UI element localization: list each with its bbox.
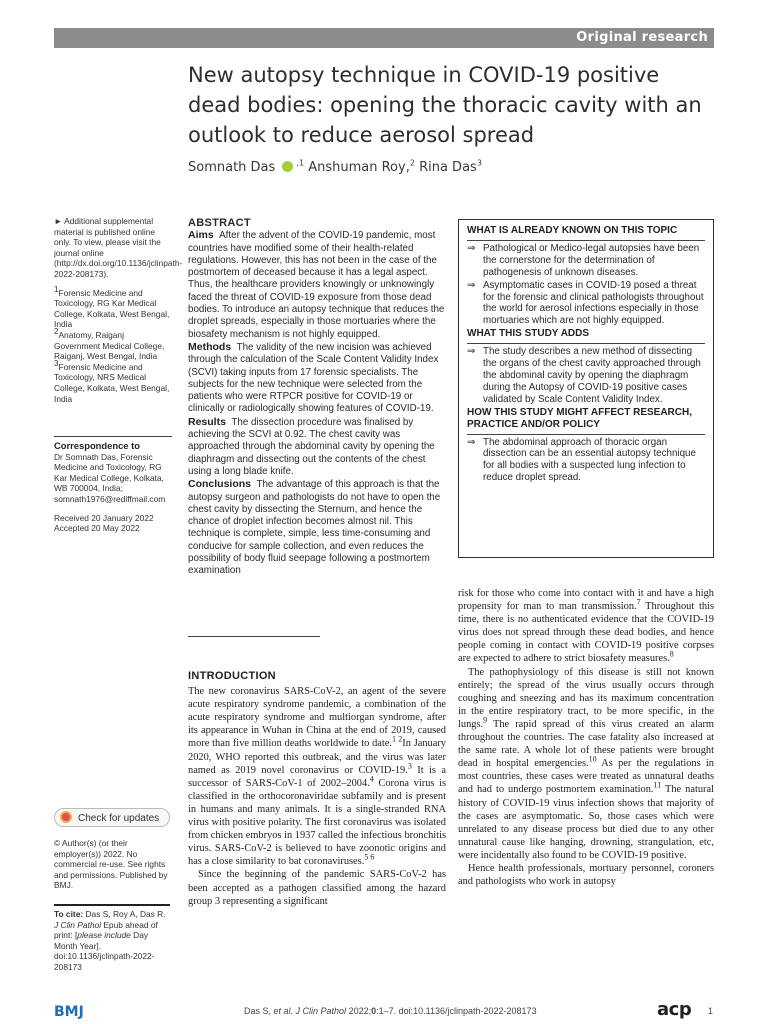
aff2-num: 2 — [54, 327, 59, 337]
received-date: Received 20 January 2022 — [54, 512, 154, 523]
dates — [54, 513, 172, 534]
arrow-icon: ⇒ — [467, 279, 476, 291]
methods-text: The validity of the new incision was achieved through the calculation of the Scale Content Validity Index (SCVI) taking inputs from 17 forensic specialists. The subjects for the new technique were selected from the patients who were RTPCR positive for COVID-19 or clinically or radiologically showing features of COVID-19. — [188, 341, 439, 415]
affiliation-2 — [54, 327, 172, 362]
check-for-updates-button[interactable] — [54, 808, 170, 827]
abstract-section — [188, 217, 446, 578]
aff3-num: 3 — [54, 358, 59, 368]
aff3-text: Forensic Medicine and Toxicology, NRS Medical College, Kolkata, West Bengal, India — [54, 361, 170, 404]
list-item — [467, 243, 705, 279]
acp-logo: acp — [657, 999, 692, 1020]
abstract-heading: ABSTRACT — [188, 217, 251, 229]
intro-paragraph-1 — [188, 685, 446, 868]
page-number: 1 — [708, 1006, 714, 1016]
to-cite-please: please include — [77, 930, 131, 941]
arrow-icon: ⇒ — [467, 436, 476, 448]
list-item — [467, 437, 705, 485]
body-paragraph-3: Hence health professionals, mortuary personnel, coroners and pathologists who work in autopsy — [458, 862, 714, 888]
check-updates-label: Check for updates — [78, 813, 160, 824]
ref-link[interactable]: 5 6 — [364, 852, 375, 862]
body-paragraph-2 — [458, 666, 714, 862]
footer-citation — [244, 1006, 537, 1016]
introduction-heading: INTRODUCTION — [188, 670, 276, 682]
ref-link[interactable]: 9 — [483, 715, 488, 725]
intro-paragraph-2: Since the beginning of the pandemic SARS-CoV-2 has been accepted as a pathogen classified among the hazard group 3 representing a significant — [188, 869, 446, 907]
aff1-text: Forensic Medicine and Toxicology, RG Kar Medical College, Kolkata, West Bengal, India — [54, 287, 170, 330]
check-updates-icon — [60, 811, 72, 823]
correspondence-heading: Correspondence to — [54, 440, 140, 451]
known-item-text: Asymptomatic cases in COVID-19 posed a threat for the forensic and clinical pathologists throughout the world for aerosol infections especially in those mortuaries which are not highly equipped. — [483, 279, 704, 327]
abstract-aims — [188, 229, 446, 341]
body-text: risk for those who come into contact with it and have a high propensity for man to man transmission. — [458, 588, 714, 613]
affect-item-text: The abdominal approach of thoracic organ dissection can be an essential autopsy technique for all bodies with a suspected lung infection to reduce droplet spread. — [483, 436, 696, 484]
results-text: The dissection procedure was finalised by achieving the SCVI at 0.92. The chest cavity was approached through the abdominal cavity by opening the diaphragm and dissecting out the contents of the chest using a long blade knife. — [188, 416, 435, 477]
aff2-text: Anatomy, Raiganj Government Medical College, Raiganj, West Bengal, India — [54, 329, 165, 362]
aff1-num: 1 — [54, 284, 59, 294]
affect-list — [467, 437, 705, 485]
abstract-conclusions — [188, 478, 446, 577]
correspondence-block — [54, 441, 172, 540]
intro-text-d: Corona virus is classified in the orthocoronaviridae subfamily and is present in humans and many animals. It is a single-stranded RNA virus with positive polarity. The first coronavirus was isolated from chicken embryos in 1937 called the infectious bronchitis virus. SARS-CoV-2 is believed to have zoonotic origins and has a close similarity to bat coronaviruses. — [188, 777, 446, 868]
body-text: Throughout this time, there is no authenticated evidence that the COVID-19 virus does not spread through these dead bodies, and hence people coming in contact with COVID-19 positive corpses are expected to adhere to strict biosafety measures. — [458, 601, 714, 665]
accepted-date: Accepted 20 May 2022 — [54, 523, 140, 534]
body-text: As per the regulations in most countries, these cases were treated as unnatural deaths and had to undergo postmortem examination. — [458, 758, 714, 796]
author-1[interactable]: Somnath Das — [188, 160, 276, 175]
footer-cite-journal: et al. J Clin Pathol — [273, 1006, 347, 1016]
sidebar-notes — [54, 216, 183, 410]
affect-heading: HOW THIS STUDY MIGHT AFFECT RESEARCH, PRACTICE AND/OR POLICY — [467, 406, 692, 430]
to-cite-label: To cite: — [54, 909, 84, 919]
ref-link[interactable]: 3 — [407, 761, 412, 771]
section-label: Original research — [576, 30, 708, 45]
body-text: The natural history of COVID-19 virus infection shows that majority of the cases are asymptomatic. So, those cases which were unrelated to any disease process but died due to any other unnatural cause like hanging, drowning, strangulation, etc, were incidentally also found to be COVID-19 positive. — [458, 784, 714, 861]
adds-item-text: The study describes a new method of dissecting the organs of the chest cavity approached through the abdominal cavity by opening the diaphragm during the Autopsy of COVID-19 positive cases validated by Scale Content Validity Index. — [483, 346, 701, 405]
box-divider — [467, 434, 705, 435]
author-2-aff: 2 — [409, 158, 415, 168]
article-title: New autopsy technique in COVID-19 positive dead bodies: opening the thoracic cavity with an outlook to reduce aerosol spread — [188, 63, 702, 147]
adds-list — [467, 346, 705, 406]
conclusions-label: Conclusions — [188, 478, 252, 491]
arrow-icon: ⇒ — [467, 346, 476, 358]
copyright-note — [54, 838, 172, 897]
known-heading: WHAT IS ALREADY KNOWN ON THIS TOPIC — [467, 225, 678, 236]
abstract-methods — [188, 341, 446, 416]
aims-label: Aims — [188, 229, 214, 242]
correspondence-text[interactable]: Dr Somnath Das, Forensic Medicine and Toxicology, RG Kar Medical College, Kolkata, WB 700004, India; somnath1976@rediffmail.com — [54, 451, 166, 504]
body-text: The rapid spread of this virus created an alarm throughout the countries. The case fatality also increased at the same rate. A whole lot of these patients were brought dead in hospital emergencies. — [458, 718, 714, 770]
affiliation-1 — [54, 284, 172, 330]
box-divider — [467, 240, 705, 241]
known-item-text: Pathological or Medico-legal autopsies have been the cornerstone for the determination of pathogenesis of unknown diseases. — [483, 242, 700, 278]
author-list — [188, 160, 718, 175]
to-cite-epub: Epub ahead of print: [ — [54, 919, 158, 941]
page-footer — [54, 999, 714, 1023]
to-cite-authors: Das S, Roy A, Das R. — [83, 909, 166, 919]
introduction-column — [188, 670, 446, 908]
ref-link[interactable]: 8 — [669, 650, 674, 659]
list-item — [467, 346, 705, 406]
ref-link[interactable]: 11 — [653, 780, 662, 790]
to-cite-journal: J Clin Pathol — [54, 919, 102, 930]
arrow-icon: ⇒ — [467, 242, 476, 254]
intro-text-b: In January 2020, WHO reported this outbreak, and the virus was later named as 2019 novel coronavirus or COVID-19. — [188, 738, 447, 776]
ref-link[interactable]: 7 — [636, 597, 641, 607]
abstract-results — [188, 416, 446, 478]
to-cite-block — [54, 904, 170, 973]
adds-heading: WHAT THIS STUDY ADDS — [467, 328, 590, 340]
abstract-divider — [188, 636, 320, 637]
known-list — [467, 243, 705, 327]
supplemental-note[interactable]: ► Additional supplemental material is published online only. To view, please visit the journal online (http://dx.doi.org/10.1136/jclinpath-2022-208173). — [54, 216, 183, 279]
footer-cite-vol: 0 — [371, 1006, 377, 1016]
author-3-aff: 3 — [476, 158, 482, 168]
affiliation-3 — [54, 358, 172, 404]
conclusions-text: The advantage of this approach is that the autopsy surgeon and pathologists do not have to open the chest cavity by dissecting the Sternum, and hence the chance of droplet infection becomes almost nil. This technique is complete, simple, less time-consuming and conducive for sample collection, and even reduces the possibility of body fluid seepage following a postmortem examination — [188, 479, 441, 577]
ref-link[interactable]: 4 — [369, 774, 374, 784]
footer-cite-pre: Das S, — [244, 1006, 274, 1016]
bmj-logo[interactable]: BMJ — [54, 1004, 84, 1020]
author-3[interactable]: Rina Das — [419, 160, 477, 175]
body-paragraph-1 — [458, 587, 714, 666]
sidebar-divider — [54, 436, 172, 437]
intro-text-a: The new coronavirus SARS-CoV-2, an agent of the severe acute respiratory syndrome pandemic, a combination of the acute respiratory syndrome and multiorgan syndrome, after its appearance in Wuhan in China at the end of 2019, caused more than five million deaths worldwide to date. — [188, 686, 446, 750]
author-2[interactable]: Anshuman Roy, — [308, 160, 410, 175]
ref-link[interactable]: 1 2 — [392, 735, 403, 744]
footer-cite-year: 2022; — [346, 1006, 372, 1016]
body-text: The pathophysiology of this disease is still not known entirely; the spread of the virus usually occurs through coughing and sneezing and has its maximum concentration in the entire respiratory tract, to be more specific, in the lungs. — [458, 666, 714, 730]
right-body-column — [458, 587, 714, 888]
methods-label: Methods — [188, 340, 232, 353]
key-messages-box — [458, 219, 714, 558]
orcid-icon[interactable] — [282, 161, 293, 172]
box-divider — [467, 343, 705, 344]
list-item — [467, 280, 705, 328]
section-banner — [54, 28, 714, 48]
footer-cite-doi: :1–7. doi:10.1136/jclinpath-2022-208173 — [376, 1006, 537, 1016]
results-label: Results — [188, 415, 226, 428]
ref-link[interactable]: 10 — [588, 754, 597, 764]
copyright-text: © Author(s) (or their employer(s)) 2022. No commercial re-use. See rights and permissions. Published by BMJ. — [54, 838, 168, 891]
aims-text: After the advent of the COVID-19 pandemic, most countries have modified some of their health-related regulations. However, this has not been in the case of the postmortem of deceased because it has a legal aspect. Thus, the healthcare providers knowingly or unknowingly faced the threat of COVID-19 exposure from those dead bodies. To introduce an autopsy technique that reduces the droplet spreads, especially in those mortuaries where the biosafety mechanism is not highly equipped. — [188, 230, 445, 340]
author-1-aff: ,1 — [296, 158, 305, 168]
intro-text-c: It is a successor of SARS-CoV-1 of 2002–2004. — [188, 764, 446, 789]
to-cite-doi: Day Month Year]. doi:10.1136/jclinpath-2022-208173 — [54, 930, 155, 972]
